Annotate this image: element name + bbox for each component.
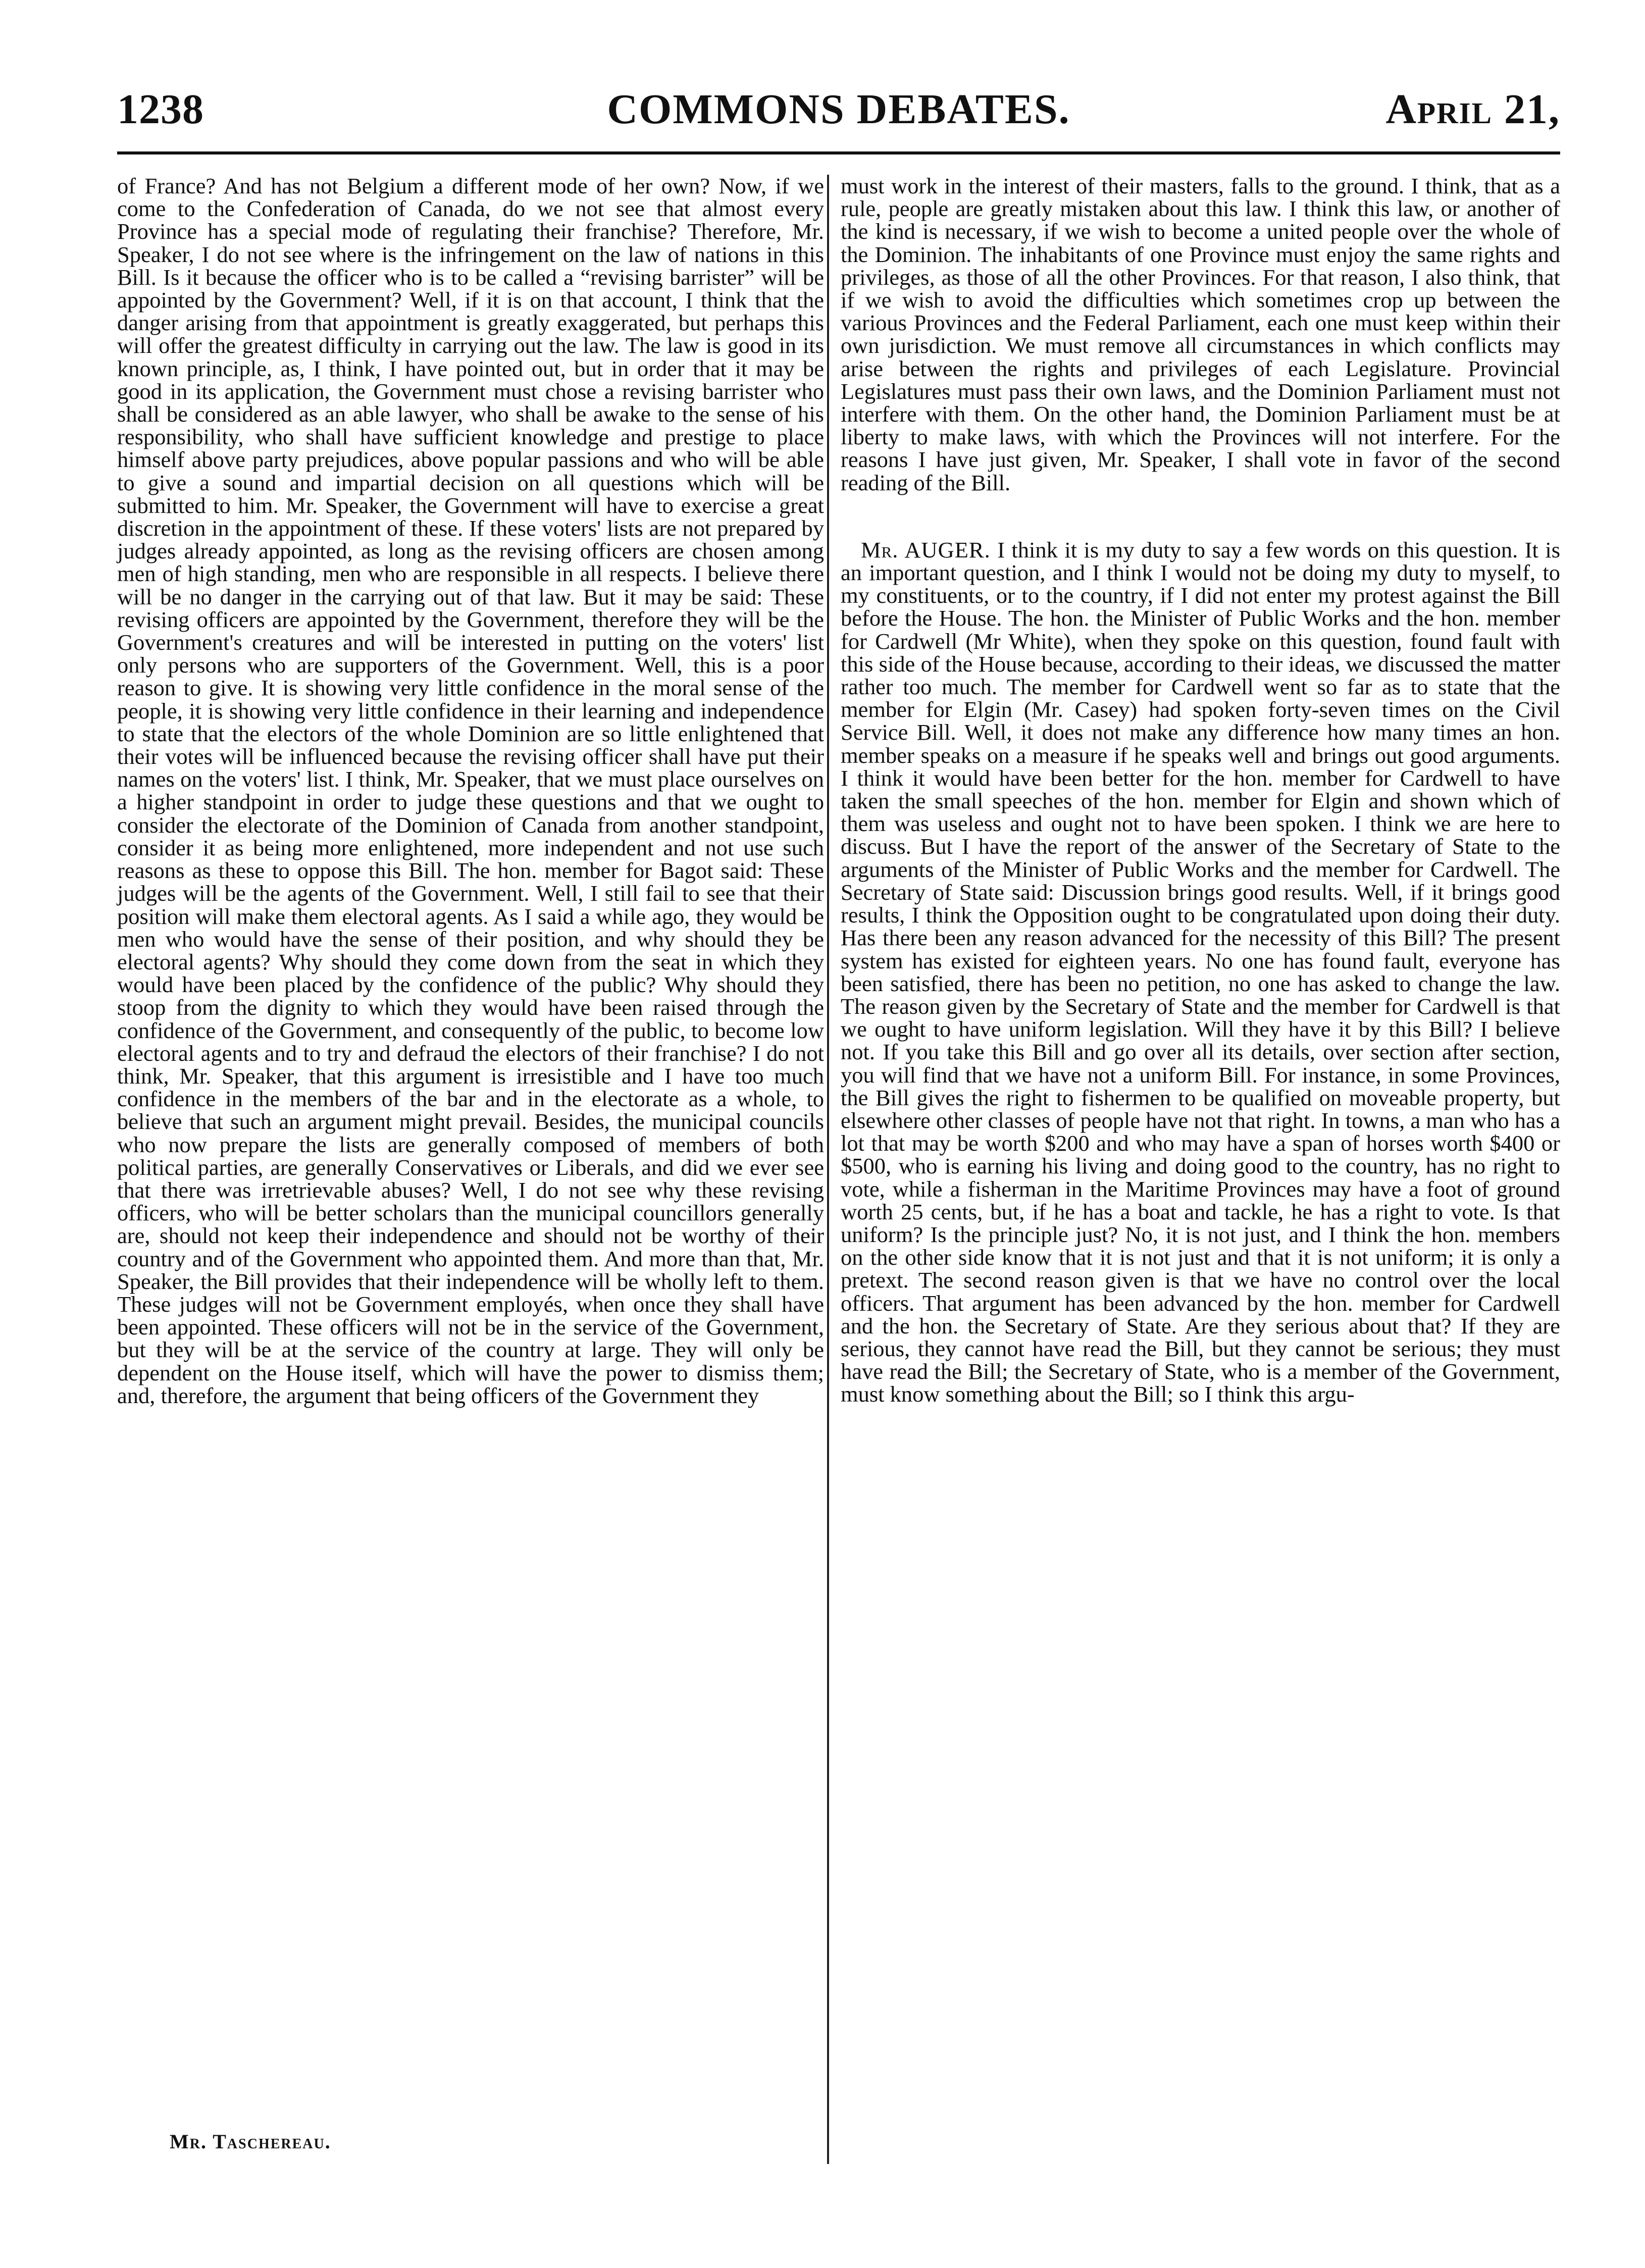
left-column	[117, 175, 824, 1407]
page-number: 1238	[117, 86, 204, 133]
footer-speaker: Mr. Taschereau.	[170, 2130, 331, 2153]
right-column	[841, 175, 1560, 1406]
left-paragraph-1: of France? And has not Belgium a different mode of her own? Now, if we come to the Confederation of Canada, do we not see that almost every Province has a special mode of regulating their franchise? Therefore, Mr. Speaker, I do not see where is the infringement on the law of nations in this Bill. Is it because the officer who is to be called a “revising barrister” will be appointed by the Government? Well, if it is on that account, I think that the danger arising from that appointment is greatly exaggerated, but perhaps this will offer the greatest difficulty in carrying out the law. The law is good in its known principle, as, I think, I have pointed out, but in order that it may be good in its application, the Government must chose a revising barrister who shall be considered as an able lawyer, who shall be awake to the sense of his responsibility, who shall have sufficient knowledge and prestige to place himself above party prejudices, above popular passions and who will be able to give a sound and impartial decision on all questions which will be submitted to him. Mr. Speaker, the Government will have to exercise a great discretion in the appointment of these. If these voters' lists are not prepared by judges already appointed, as long as the revising officers are chosen among men of high standing, men who are responsible in all respects. I believe there will be no danger in the carrying out of that law. But it may be said: These revising officers are appointed by the Government, therefore they will be the Government's creatures and will be interested in putting on the voters' list only persons who are supporters of the Government. Well, this is a poor reason to give. It is showing very little confidence in the moral sense of the people, it is showing very little confidence in their learning and independence to state that the electors of the whole Dominion are so little enlightened that their votes will be influenced because the revising officer shall have put their names on the voters' list. I think, Mr. Speaker, that we must place ourselves on a higher standpoint in order to judge these questions and that we ought to consider the electorate of the Dominion of Canada from another standpoint, consider it as being more enlightened, more independent and not use such reasons as these to oppose this Bill. The hon. member for Bagot said: These judges will be the agents of the Government. Well, I still fail to see that their position will make them electoral agents. As I said a while ago, they would be men who would have the sense of their position, and why should they be electoral agents? Why should they come down from the seat in which they would have been placed by the confidence of the public? Why should they stoop from the dignity to which they would have been raised through the confidence of the Government, and consequently of the public, to become low electoral agents and to try and defraud the electors of their franchise? I do not think, Mr. Speaker, that this argument is irresistible and I have too much confidence in the members of the bar and in the electorate as a whole, to believe that such an argument might prevail. Besides, the municipal councils who now prepare the lists are generally composed of members of both political parties, are generally Conservatives or Liberals, and did we ever see that there was irretrievable abuses? Well, I do not see why these revising officers, who will be better scholars than the municipal councillors generally are, should not keep their independence and should not be worthy of their country and of the Government who appointed them. And more than that, Mr. Speaker, the Bill provides that their independence will be wholly left to them. These judges will not be Government employés, when once they shall have been appointed. These officers will not be in the service of the Government, but they will be at the service of the country at large. They will only be dependent on the House itself, which will have the power to dismiss them; and, therefore, the argument that being officers of the Government they	[117, 173, 824, 1408]
column-divider	[827, 175, 829, 2164]
speaker-name: Mr. AUGER.	[861, 537, 991, 562]
header-rule	[117, 151, 1560, 154]
journal-title: COMMONS DEBATES.	[607, 86, 1070, 133]
page-header	[117, 85, 1560, 145]
speech-auger	[841, 539, 1560, 1406]
header-date: April 21,	[1385, 86, 1560, 133]
speech-text: I think it is my duty to say a few words on this question. It is an important question, and I think I would not be doing my duty to myself, to my constituents, or to the country, if I did not enter my protest against the Bill before the House. The hon. the Minister of Public Works and the hon. member for Cardwell (Mr White), when they spoke on this question, found fault with this side of the House because, according to their ideas, we discussed the matter rather too much. The member for Cardwell went so far as to state that the member for Elgin (Mr. Casey) had spoken forty-seven times on the Civil Service Bill. Well, it does not make any difference how many times an hon. member speaks on a measure if he speaks well and brings out good arguments. I think it would have been better for the hon. member for Cardwell to have taken the small speeches of the hon. member for Elgin and shown which of them was useless and ought not to have been spoken. I think we are here to discuss. But I have the report of the answer of the Secretary of State to the arguments of the Minister of Public Works and the member for Cardwell. The Secretary of State said: Discussion brings good results. Well, if it brings good results, I think the Opposition ought to be congratulated upon doing their duty. Has there been any reason advanced for the necessity of this Bill? The present system has existed for eighteen years. No one has found fault, everyone has been satisfied, there has been no petition, no one has asked to change the law. The reason given by the Secretary of State and the member for Cardwell is that we ought to have uniform legislation. Will they have it by this Bill? I believe not. If you take this Bill and go over all its details, over section after section, you will find that we have not a uniform Bill. For instance, in some Provinces, the Bill gives the right to fishermen to be qualified on moveable property, but elsewhere other classes of people have not that right. In towns, a man who has a lot that may be worth $200 and who may have a span of horses worth $400 or $500, who is earning his living and doing good to the country, has no right to vote, while a fisherman in the Maritime Provinces may have a foot of ground worth 25 cents, but, if he has a boat and tackle, he has a right to vote. Is that uniform? Is the principle just? No, it is not just, and I think the hon. members on the other side know that it is not just and that it is not uniform; it is only a pretext. The second reason given is that we have no control over the local officers. That argument has been advanced by the hon. member for Cardwell and the hon. the Secretary of State. Are they serious about that? If they are serious, they cannot have read the Bill, but they cannot be serious; they must have read the Bill; the Secretary of State, who is a member of the Government, must know something about the Bill; so I think this argu-	[841, 537, 1561, 1407]
right-paragraph-1: must work in the interest of their masters, falls to the ground. I think, that as a rule, people are greatly mistaken about this law. I think this law, or another of the kind is necessary, if we wish to become a united people over the whole of the Dominion. The inhabitants of one Province must enjoy the same rights and privileges, as those of all the other Provinces. For that reason, I also think, that if we wish to avoid the difficulties which sometimes crop up between the various Provinces and the Federal Parliament, each one must keep within their own jurisdiction. We must remove all circumstances in which conflicts may arise between the rights and privileges of each Legislature. Provincial Legislatures must pass their own laws, and the Dominion Parliament must not interfere with them. On the other hand, the Dominion Parliament must be at liberty to make laws, with which the Provinces will not interfere. For the reasons I have just given, Mr. Speaker, I shall vote in favor of the second reading of the Bill.	[841, 173, 1560, 495]
